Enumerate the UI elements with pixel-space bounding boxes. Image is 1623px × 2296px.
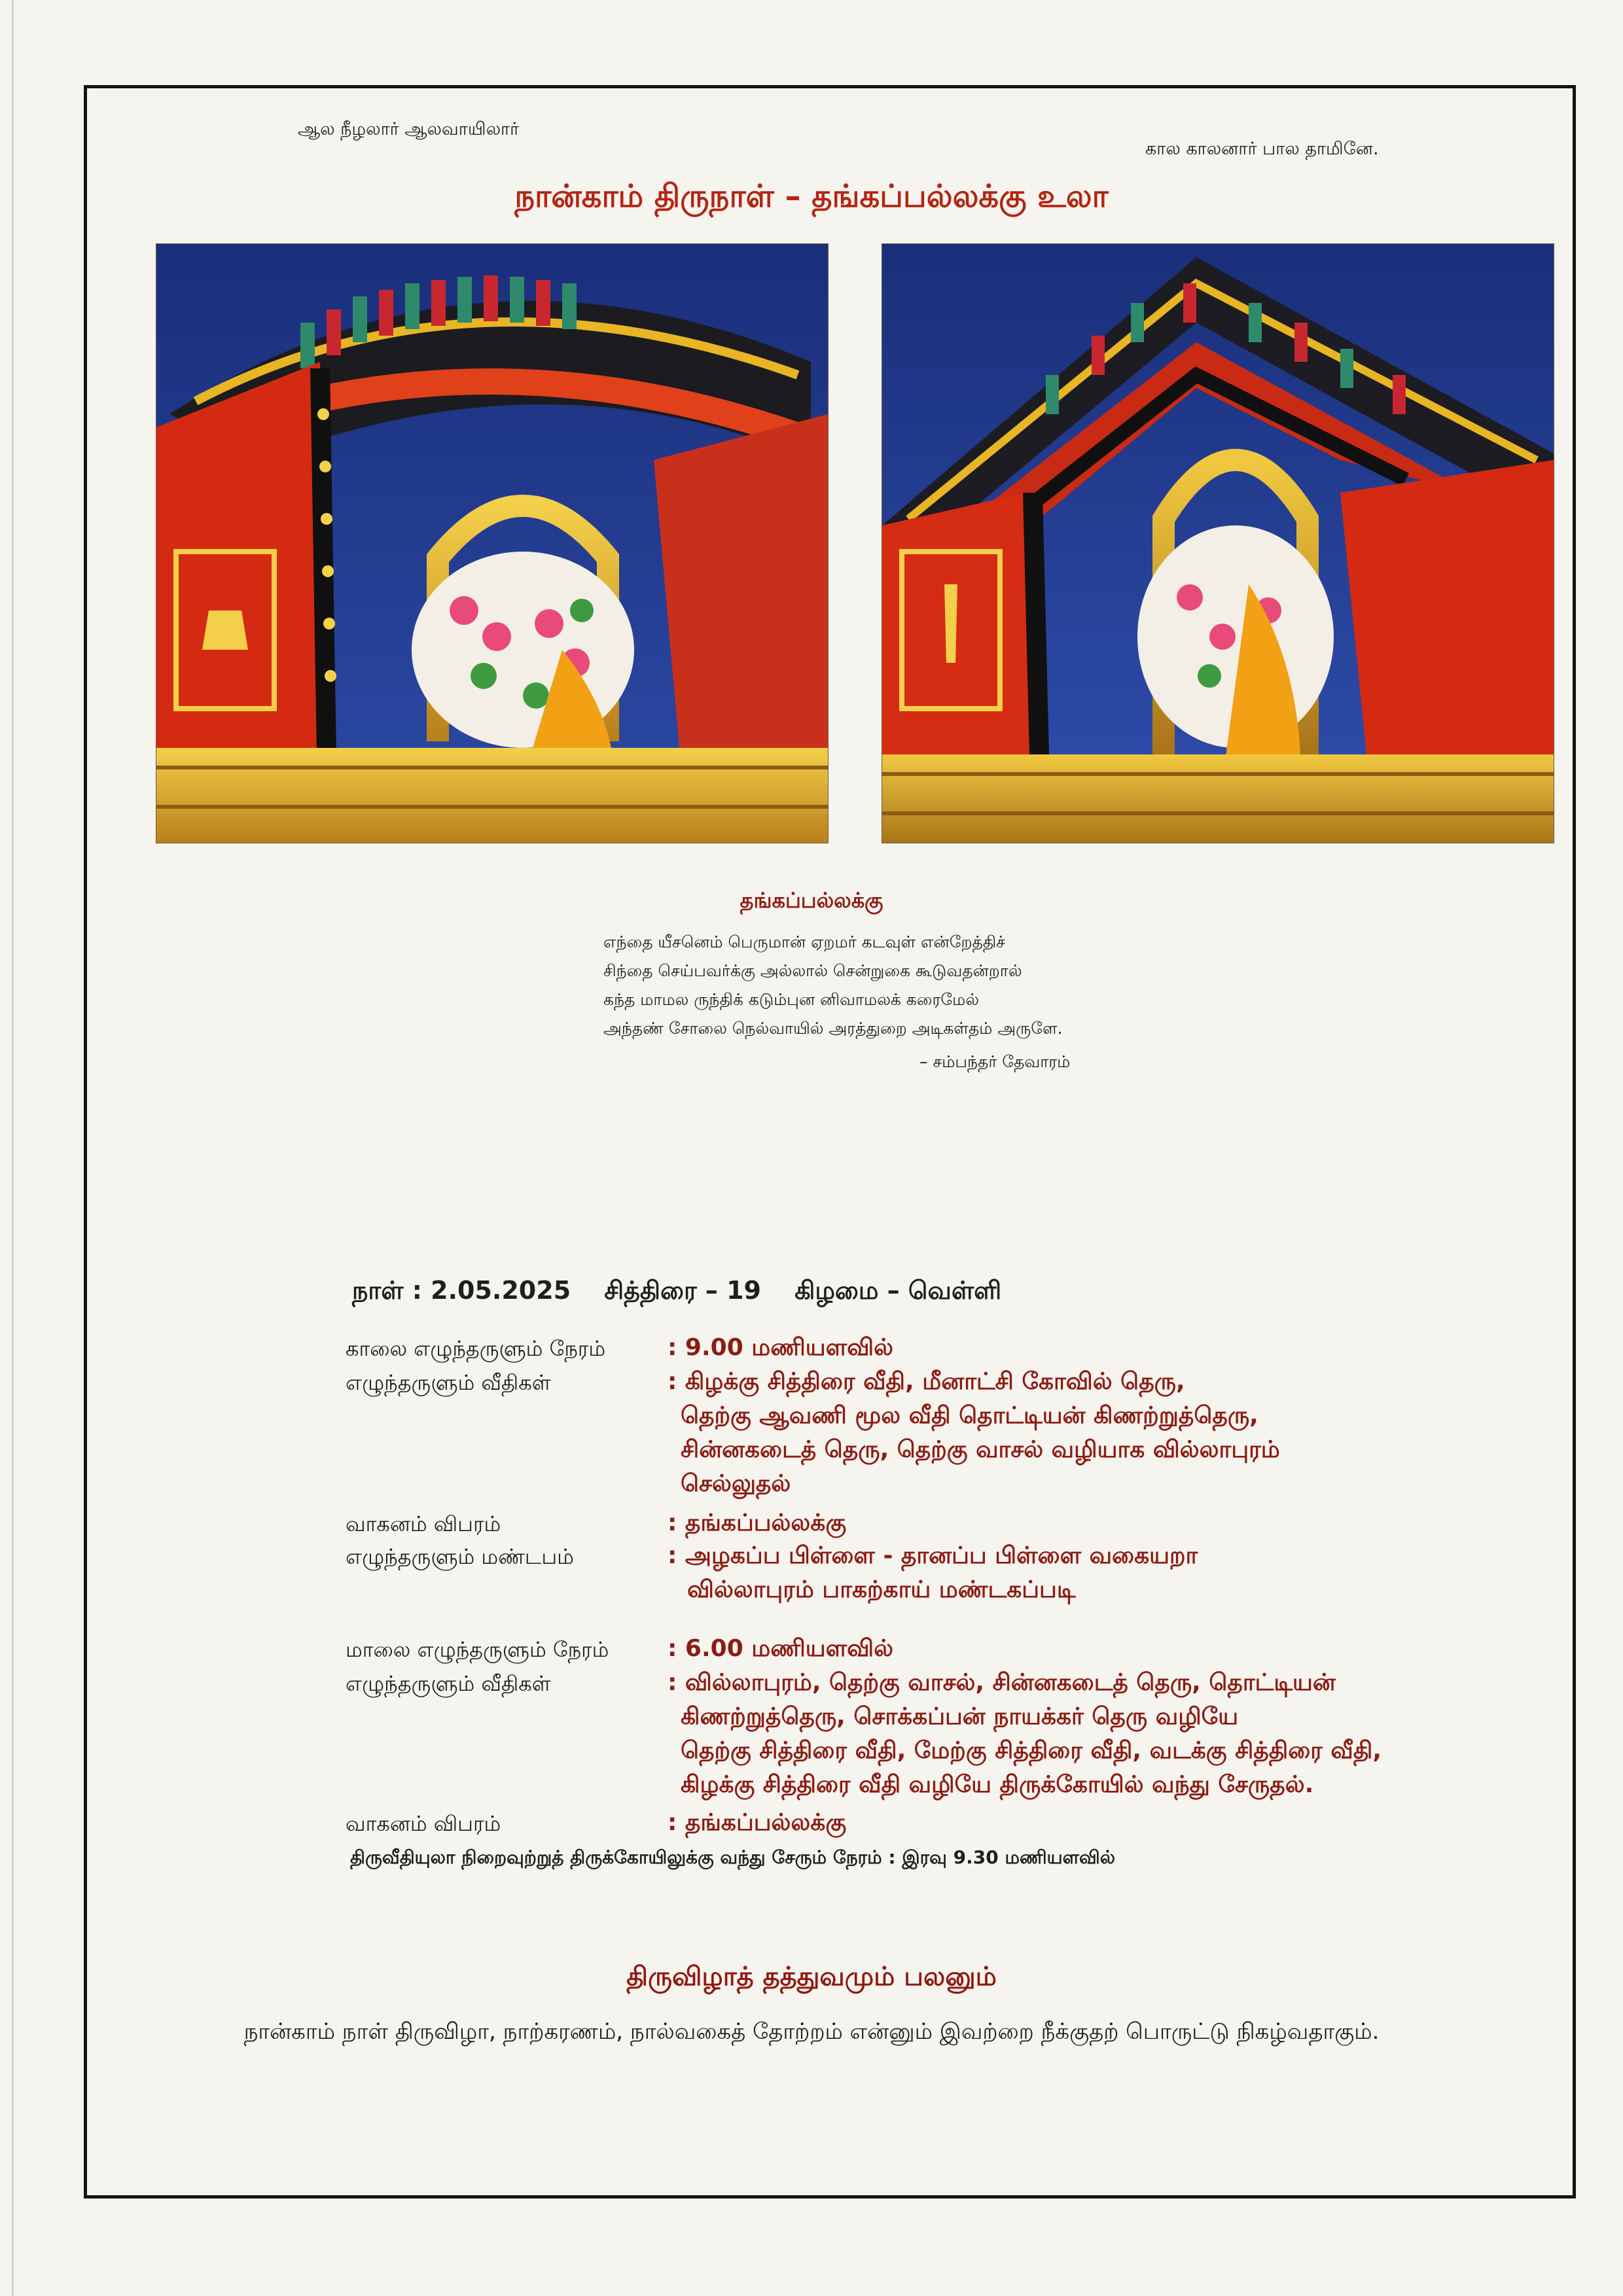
poem-attribution: – சம்பந்தர் தேவாரம் xyxy=(919,1052,1071,1071)
street-line: கிணற்றுத்தெரு, சொக்கப்பன் நாயக்கர் தெரு வழியே xyxy=(681,1703,1239,1730)
street-line: : வில்லாபுரம், தெற்கு வாசல், சின்னகடைத் தெரு, தொட்டியன் xyxy=(668,1669,1336,1696)
header-right-verse: கால காலனார் பால தாமினே. xyxy=(1145,139,1379,159)
weekday: கிழமை – வெள்ளி xyxy=(794,1276,1002,1305)
palanquin-photo-left xyxy=(156,243,829,843)
poem-verse xyxy=(603,928,1063,1043)
morning-streets-label: எழுந்தருளும் வீதிகள் xyxy=(346,1370,551,1395)
significance-text: நான்காம் நாள் திருவிழா, நாற்கரணம், நால்வகைத் தோற்றம் என்னும் இவற்றை நீக்குதற் பொருட்டு நிகழ்வதாகும். xyxy=(243,2019,1380,2045)
street-line: செல்லுதல் xyxy=(681,1470,791,1497)
tamil-date: சித்திரை – 19 xyxy=(604,1276,761,1305)
mandapam-line: வில்லாபுரம் பாகற்காய் மண்டகப்படி xyxy=(687,1576,1076,1603)
return-time-note: திருவீதியுலா நிறைவுற்றுத் திருக்கோயிலுக்கு வந்து சேரும் நேரம் : இரவு 9.30 மணியளவில் xyxy=(350,1846,1115,1868)
street-line: : கிழக்கு சித்திரை வீதி, மீனாட்சி கோவில் தெரு, xyxy=(668,1368,1185,1395)
evening-streets-value xyxy=(668,1666,1382,1802)
morning-vehicle-label: வாகனம் விபரம் xyxy=(346,1511,501,1536)
morning-vehicle-value: : தங்கப்பல்லக்கு xyxy=(668,1510,847,1536)
poem-title: தங்கப்பல்லக்கு xyxy=(740,888,883,913)
evening-time-value: : 6.00 மணியளவில் xyxy=(668,1635,893,1662)
street-line: தெற்கு ஆவணி மூல வீதி தொட்டியன் கிணற்றுத்தெரு, xyxy=(681,1402,1258,1429)
evening-vehicle-label: வாகனம் விபரம் xyxy=(346,1811,501,1836)
street-line: தெற்கு சித்திரை வீதி, மேற்கு சித்திரை வீதி, வடக்கு சித்திரை வீதி, xyxy=(681,1737,1382,1764)
mandapam-line: : அழகப்ப பிள்ளை - தானப்ப பிள்ளை வகையறா xyxy=(668,1542,1198,1569)
paper-edge xyxy=(12,0,14,2296)
poem-line: கந்த மாமல ருந்திக் கடும்புன னிவாமலக் கரைமேல் xyxy=(603,990,979,1009)
mandapam-value xyxy=(668,1539,1198,1607)
palanquin-photo-right xyxy=(882,243,1554,843)
morning-streets-value xyxy=(668,1365,1280,1501)
evening-vehicle-value: : தங்கப்பல்லக்கு xyxy=(668,1809,847,1836)
poem-line: அந்தண் சோலை நெல்வாயில் அரத்துறை அடிகள்தம் அருளே. xyxy=(603,1019,1063,1038)
date: நாள் : 2.05.2025 xyxy=(352,1276,571,1305)
header-left-verse: ஆல நீழலார் ஆலவாயிலார் xyxy=(298,119,520,139)
page-title: நான்காம் திருநாள் – தங்கப்பல்லக்கு உலா xyxy=(514,178,1109,215)
poem-line: எந்தை யீசனெம் பெருமான் ஏறமர் கடவுள் என்றேத்திச் xyxy=(603,932,1006,951)
significance-title: திருவிழாத் தத்துவமும் பலனும் xyxy=(626,1962,997,1992)
morning-time-value: : 9.00 மணியளவில் xyxy=(668,1334,893,1361)
street-line: சின்னகடைத் தெரு, தெற்கு வாசல் வழியாக வில்லாபுரம் xyxy=(681,1436,1280,1463)
evening-time-label: மாலை எழுந்தருளும் நேரம் xyxy=(346,1637,609,1662)
date-line xyxy=(352,1276,1026,1309)
morning-time-label: காலை எழுந்தருளும் நேரம் xyxy=(346,1336,606,1361)
poem-line: சிந்தை செய்பவர்க்கு அல்லால் சென்றுகை கூடுவதன்றால் xyxy=(603,961,1022,980)
street-line: கிழக்கு சித்திரை வீதி வழியே திருக்கோயில் வந்து சேருதல். xyxy=(681,1771,1314,1798)
evening-streets-label: எழுந்தருளும் வீதிகள் xyxy=(346,1671,551,1696)
mandapam-label: எழுந்தருளும் மண்டபம் xyxy=(346,1544,574,1569)
